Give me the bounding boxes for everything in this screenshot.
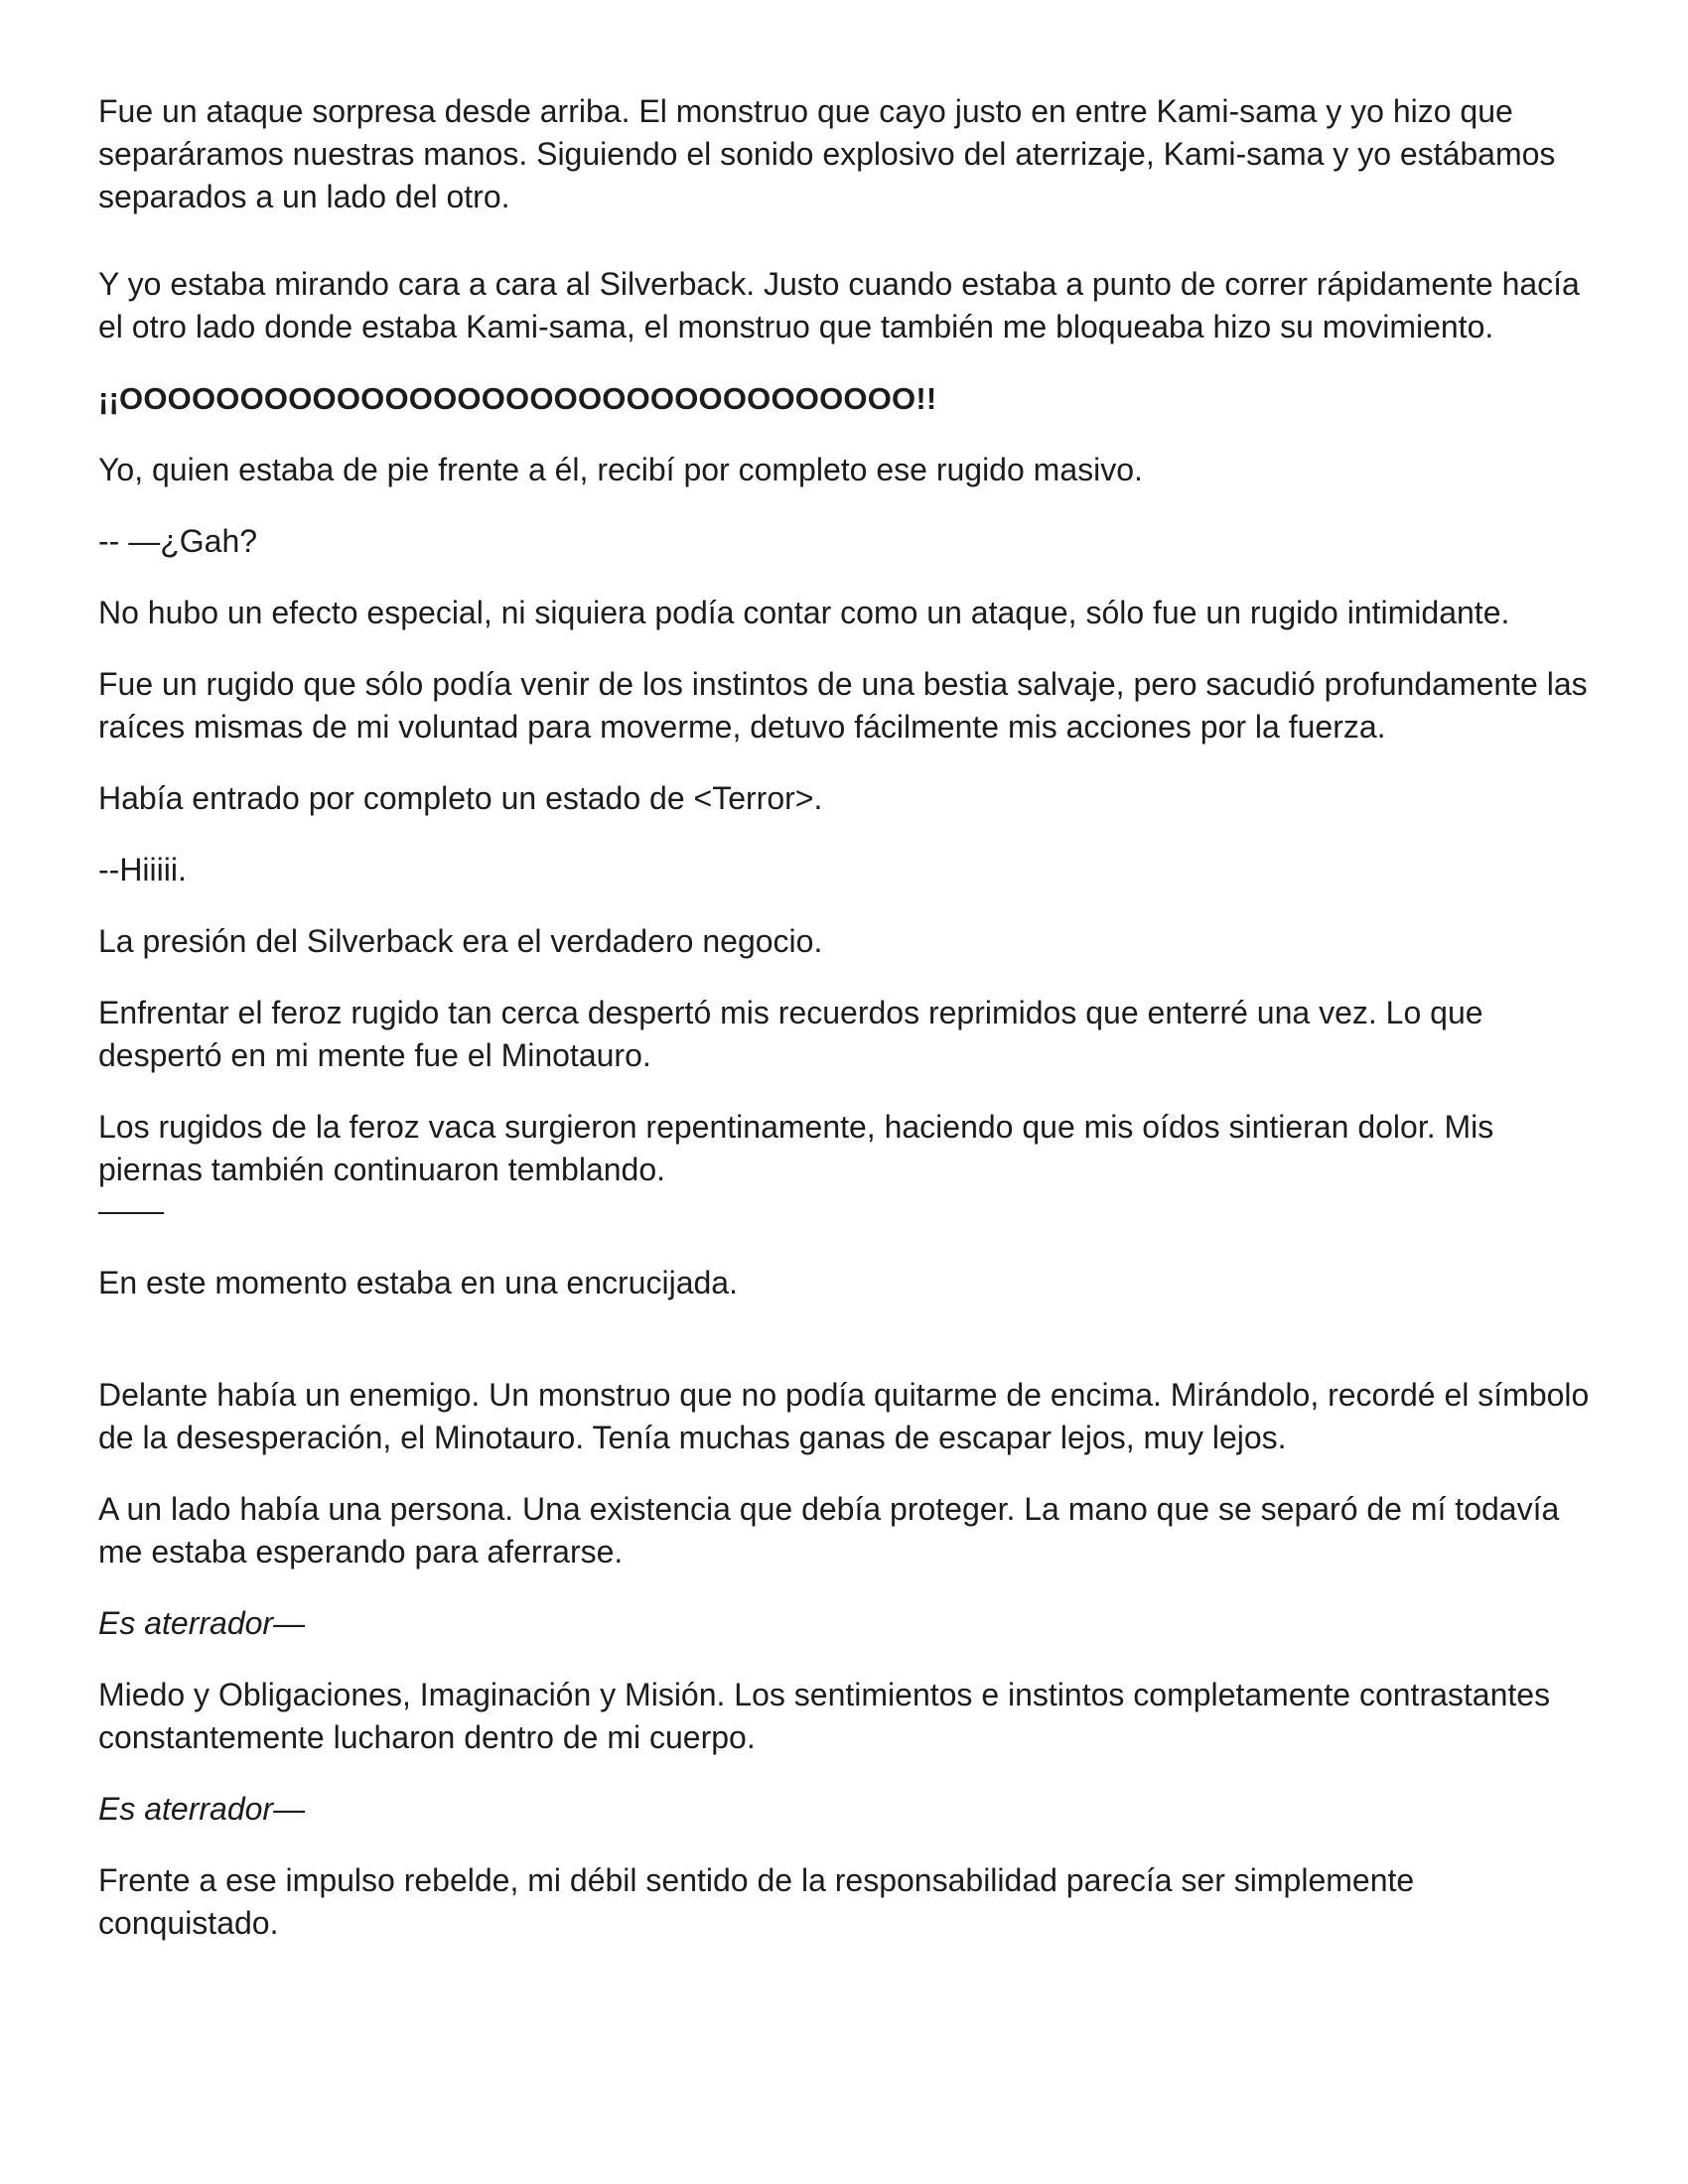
paragraph-roar: ¡¡OOOOOOOOOOOOOOOOOOOOOOOOOOOOOOOOO!! xyxy=(98,381,937,416)
paragraph-silverback-face: Y yo estaba mirando cara a cara al Silverback. Justo cuando estaba a punto de correr rápidamente hacía el otro lado donde estaba Kami-sama, el monstruo que también me bloqueaba hizo su movimiento. xyxy=(98,266,1580,344)
paragraph-crossroads: En este momento estaba en una encrucijada. xyxy=(98,1265,738,1300)
paragraph-surprise-attack: Fue un ataque sorpresa desde arriba. El monstruo que cayo justo en entre Kami-sama y yo hizo que separáramos nuestras manos. Siguiendo el sonido explosivo del aterrizaje, Kami-sama y yo estábamos separados a un lado del otro. xyxy=(98,93,1556,214)
paragraph-wild-instincts: Fue un rugido que sólo podía venir de los instintos de una bestia salvaje, pero sacudió profundamente las raíces mismas de mi voluntad para moverme, detuvo fácilmente mis acciones por la fuerza. xyxy=(98,666,1588,745)
paragraph-hiiii: --Hiiiii. xyxy=(98,852,187,887)
paragraph-pressure: La presión del Silverback era el verdadero negocio. xyxy=(98,923,823,959)
paragraph-cow-roars: Los rugidos de la feroz vaca surgieron repentinamente, haciendo que mis oídos sintieran dolor. Mis piernas también continuaron temblando. xyxy=(98,1109,1494,1187)
document-page xyxy=(98,90,1598,1945)
paragraph-fear-obligations: Miedo y Obligaciones, Imaginación y Misión. Los sentimientos e instintos completamente contrastantes constantemente lucharon dentro de mi cuerpo. xyxy=(98,1677,1551,1755)
paragraph-memories: Enfrentar el feroz rugido tan cerca despertó mis recuerdos reprimidos que enterré una vez. Lo que despertó en mi mente fue el Minotauro. xyxy=(98,995,1483,1073)
paragraph-gah: -- —¿Gah? xyxy=(98,523,258,559)
paragraph-received-roar: Yo, quien estaba de pie frente a él, recibí por completo ese rugido masivo. xyxy=(98,452,1143,487)
section-divider xyxy=(98,1212,164,1214)
paragraph-terrifying-2: Es aterrador— xyxy=(98,1791,306,1827)
paragraph-terrifying-1: Es aterrador— xyxy=(98,1605,306,1641)
paragraph-enemy-ahead: Delante había un enemigo. Un monstruo que no podía quitarme de encima. Mirándolo, recordé el símbolo de la desesperación, el Minotauro. Tenía muchas ganas de escapar lejos, muy lejos. xyxy=(98,1377,1590,1455)
paragraph-rebel-impulse: Frente a ese impulso rebelde, mi débil sentido de la responsabilidad parecía ser simplemente conquistado. xyxy=(98,1862,1415,1941)
paragraph-no-special-effect: No hubo un efecto especial, ni siquiera podía contar como un ataque, sólo fue un rugido intimidante. xyxy=(98,595,1510,630)
paragraph-terror-state: Había entrado por completo un estado de <Terror>. xyxy=(98,780,823,816)
paragraph-person-aside: A un lado había una persona. Una existencia que debía proteger. La mano que se separó de mí todavía me estaba esperando para aferrarse. xyxy=(98,1491,1560,1570)
